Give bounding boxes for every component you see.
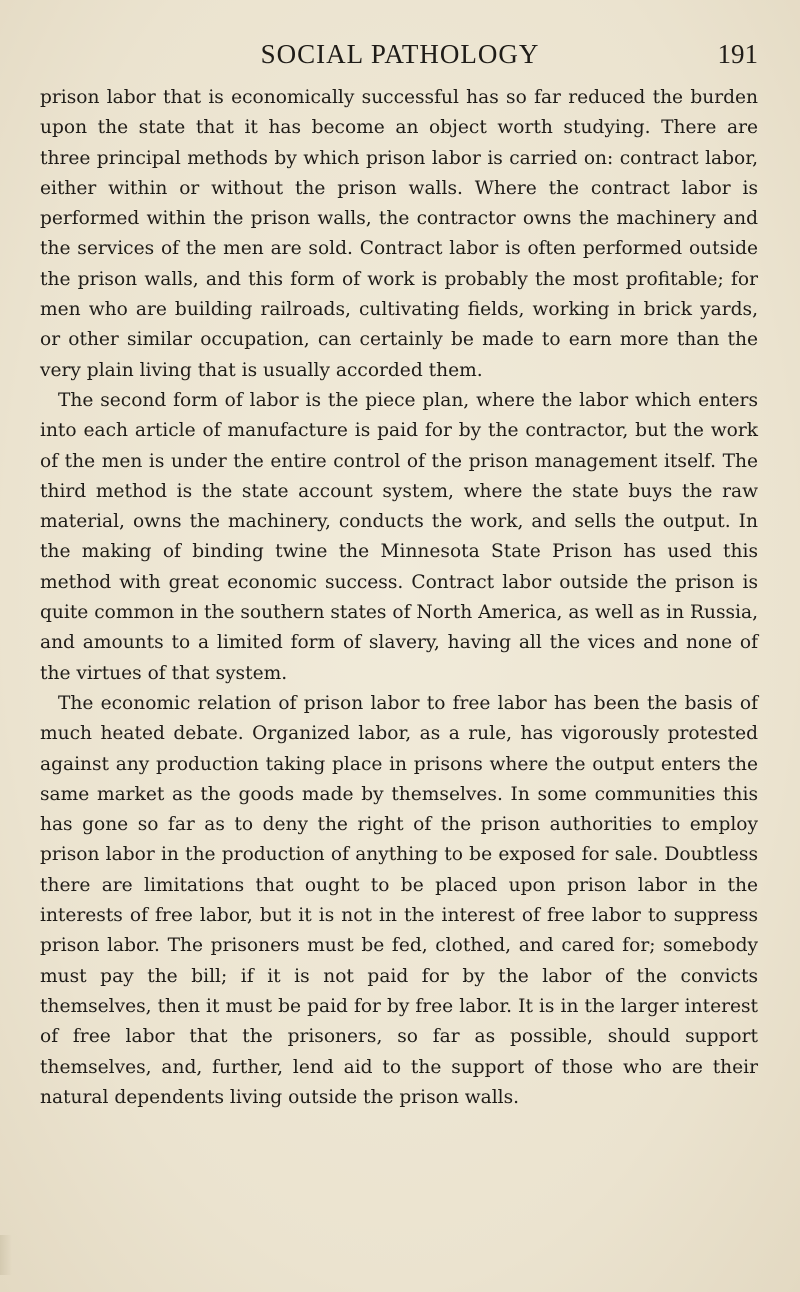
page-edge-smudge [0, 1235, 12, 1275]
page-title: SOCIAL PATHOLOGY [260, 39, 540, 69]
running-head [40, 34, 760, 74]
page-number: 191 [717, 39, 758, 69]
body-text [40, 83, 758, 1113]
paragraph-1: prison labor that is economically successful has so far reduced the burden upon the state that it has become an object worth studying. There are three principal methods by which prison labor is carried on: contract labor, either within or without the prison walls. Where the contract labor is performed within the prison walls, the contractor owns the machinery and the services of the men are sold. Contract labor is often performed outside the prison walls, and this form of work is probably the most profitable; for men who are building railroads, cultivating fields, working in brick yards, or other similar occupation, can certainly be made to earn more than the very plain living that is usually accorded them. [40, 87, 758, 381]
paragraph-3: The economic relation of prison labor to free labor has been the basis of much heated debate. Organized labor, as a rule, has vigorously protested against any production taking place in prisons where the output enters the same market as the goods made by themselves. In some communities this has gone so far as to deny the right of the prison authorities to employ prison labor in the production of anything to be exposed for sale. Doubtless there are limitations that ought to be placed upon prison labor in the interests of free labor, but it is not in the interest of free labor to suppress prison labor. The prisoners must be fed, clothed, and cared for; somebody must pay the bill; if it is not paid for by the labor of the convicts themselves, then it must be paid for by free labor. It is in the larger interest of free labor that the prisoners, so far as possible, should support themselves, and, further, lend aid to the support of those who are their natural dependents living outside the prison walls. [40, 692, 758, 1108]
paragraph-2: The second form of labor is the piece plan, where the labor which enters into each article of manufacture is paid for by the contractor, but the work of the men is under the entire control of the prison management itself. The third method is the state account system, where the state buys the raw material, owns the machinery, conducts the work, and sells the output. In the making of binding twine the Minnesota State Prison has used this method with great economic success. Contract labor outside the prison is quite common in the southern states of North America, as well as in Russia, and amounts to a limited form of slavery, having all the vices and none of the virtues of that system. [40, 389, 758, 684]
